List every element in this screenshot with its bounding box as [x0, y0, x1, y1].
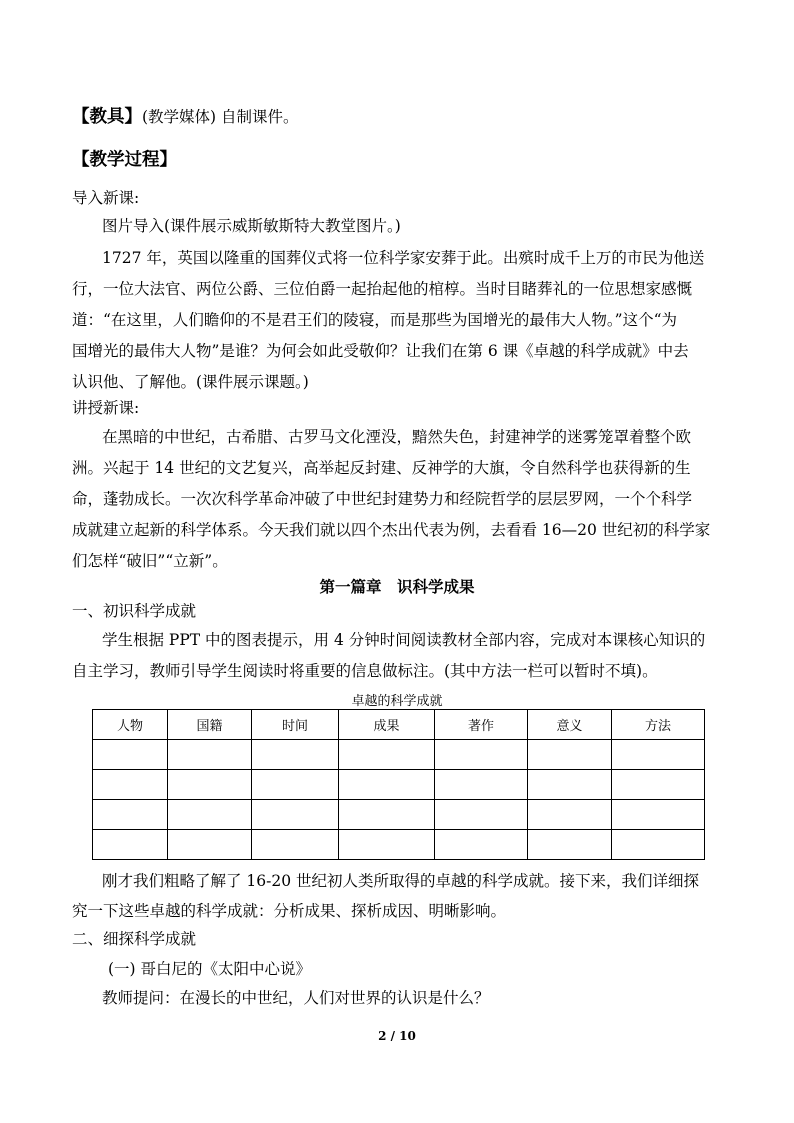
- table-cell: [252, 770, 339, 800]
- table-cell: [528, 800, 612, 830]
- table-cell: [528, 830, 612, 860]
- achievements-table: [92, 709, 705, 860]
- table-row: [93, 800, 705, 830]
- section2-question: 教师提问：在漫长的中世纪，人们对世界的认识是什么？: [102, 989, 490, 1007]
- section1-line-1: 学生根据 PPT 中的图表提示，用 4 分钟时间阅读教材全部内容，完成对本课核心知识的: [102, 631, 706, 649]
- intro-line-2: 1727 年，英国以隆重的国葬仪式将一位科学家安葬于此。出殡时成千上万的市民为他送: [102, 249, 705, 267]
- lecture-line-4: 成就建立起新的科学体系。今天我们就以四个杰出代表为例，去看看 16—20 世纪初的科学家: [72, 521, 711, 539]
- table-cell: [528, 740, 612, 770]
- table-cell: [93, 770, 168, 800]
- teaching-process-heading: 【教学过程】: [72, 150, 177, 170]
- table-cell: [168, 740, 252, 770]
- after-table-line-1: 刚才我们粗略了解了 16-20 世纪初人类所取得的卓越的科学成就。接下来，我们详细探: [102, 872, 700, 890]
- header-achievement: 成果: [339, 710, 435, 740]
- lecture-line-2: 洲。兴起于 14 世纪的文艺复兴，高举起反封建、反神学的大旗，令自然科学也获得新的生: [72, 459, 691, 477]
- lecture-heading: 讲授新课:: [72, 399, 140, 417]
- table-cell: [168, 800, 252, 830]
- table-cell: [339, 740, 435, 770]
- chapter-title: 第一篇章 识科学成果: [319, 577, 475, 596]
- section1-heading: 一、初识科学成就: [72, 602, 197, 620]
- table-header-row: [93, 710, 705, 740]
- header-works: 著作: [435, 710, 528, 740]
- table-cell: [612, 800, 705, 830]
- section2-subheading: (一) 哥白尼的《太阳中心说》: [108, 960, 312, 978]
- intro-line-1: 图片导入(课件展示威斯敏斯特大教堂图片。): [102, 217, 401, 235]
- header-person: 人物: [93, 710, 168, 740]
- table-cell: [612, 740, 705, 770]
- table-cell: [93, 800, 168, 830]
- intro-line-6: 认识他、了解他。(课件展示课题。): [72, 373, 309, 391]
- table-row: [93, 770, 705, 800]
- section2-heading: 二、细探科学成就: [72, 930, 197, 948]
- header-significance: 意义: [528, 710, 612, 740]
- after-table-line-2: 究一下这些卓越的科学成就：分析成果、探析成因、明晰影响。: [72, 902, 507, 920]
- table-cell: [528, 770, 612, 800]
- page-number: 2 / 10: [378, 1029, 416, 1043]
- table-cell: [339, 830, 435, 860]
- table-cell: [252, 800, 339, 830]
- teaching-aids-label: 【教具】: [72, 107, 142, 127]
- intro-heading: 导入新课:: [72, 189, 140, 207]
- teaching-aids-line: [72, 107, 299, 127]
- intro-line-3: 行，一位大法官、两位公爵、三位伯爵一起抬起他的棺椁。当时目睹葬礼的一位思想家感慨: [72, 280, 693, 298]
- lecture-line-3: 命，蓬勃成长。一次次科学革命冲破了中世纪封建势力和经院哲学的层层罗网，一个个科学: [72, 490, 693, 508]
- table-caption: 卓越的科学成就: [351, 694, 443, 709]
- table-cell: [435, 800, 528, 830]
- table-cell: [168, 770, 252, 800]
- table-cell: [612, 830, 705, 860]
- teaching-aids-text: (教学媒体) 自制课件。: [142, 108, 299, 126]
- table-cell: [435, 830, 528, 860]
- header-nationality: 国籍: [168, 710, 252, 740]
- header-method: 方法: [612, 710, 705, 740]
- table-cell: [435, 770, 528, 800]
- table-cell: [339, 800, 435, 830]
- table-cell: [435, 740, 528, 770]
- table-cell: [168, 830, 252, 860]
- intro-line-4: 道：“在这里，人们瞻仰的不是君王们的陵寝，而是那些为国增光的最伟大人物。”这个“为: [72, 311, 678, 329]
- table-row: [93, 740, 705, 770]
- lecture-line-5: 们怎样“破旧”“立新”。: [72, 552, 228, 570]
- table-cell: [339, 770, 435, 800]
- section1-line-2: 自主学习，教师引导学生阅读时将重要的信息做标注。(其中方法一栏可以暂时不填)。: [72, 662, 658, 680]
- table-cell: [252, 740, 339, 770]
- table-cell: [93, 830, 168, 860]
- intro-line-5: 国增光的最伟大人物”是谁？为何会如此受敬仰？让我们在第 6 课《卓越的科学成就》中去: [72, 342, 689, 360]
- table-cell: [612, 770, 705, 800]
- table-cell: [93, 740, 168, 770]
- header-time: 时间: [252, 710, 339, 740]
- lecture-line-1: 在黑暗的中世纪，古希腊、古罗马文化湮没，黯然失色，封建神学的迷雾笼罩着整个欧: [102, 428, 692, 446]
- table-row: [93, 830, 705, 860]
- table-cell: [252, 830, 339, 860]
